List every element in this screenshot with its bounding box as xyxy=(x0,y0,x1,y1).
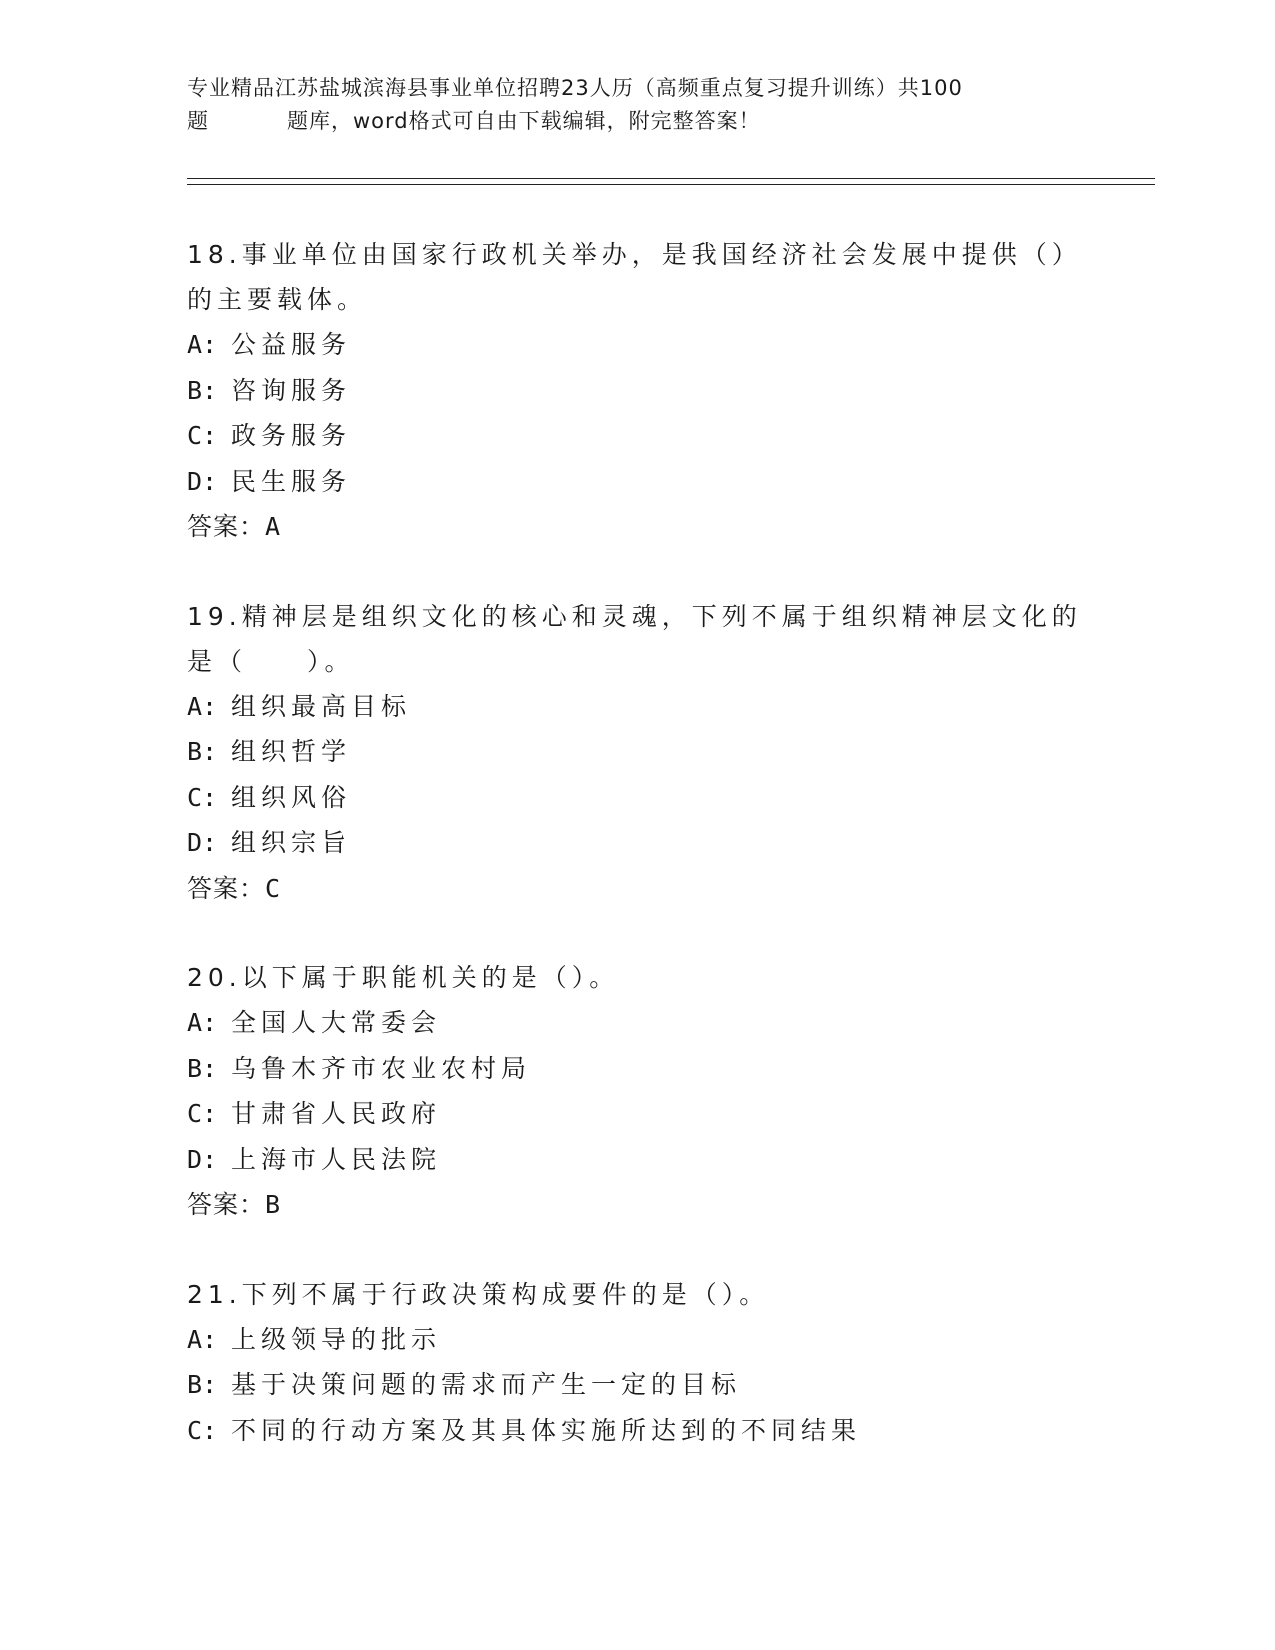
header-divider-top xyxy=(187,178,1155,179)
header-title-line2 xyxy=(187,105,1067,138)
answer-label: 答案： xyxy=(187,1190,266,1219)
question-item xyxy=(187,232,1087,550)
option-text: 乌鲁木齐市农业农村局 xyxy=(231,1053,532,1083)
option-letter: D: xyxy=(187,828,218,857)
answer-option xyxy=(187,1408,1087,1454)
question-list xyxy=(187,232,1087,1497)
question-item xyxy=(187,955,1087,1228)
option-letter: D: xyxy=(187,1144,218,1174)
answer-option xyxy=(187,459,1087,505)
answer-option xyxy=(187,684,1087,730)
answer-option xyxy=(187,820,1087,866)
answer-option xyxy=(187,1000,1087,1046)
answer-option xyxy=(187,1362,1087,1408)
answer-label: 答案： xyxy=(187,512,266,541)
question-stem: 18.事业单位由国家行政机关举办，是我国经济社会发展中提供（）的主要载体。 xyxy=(187,240,1082,314)
option-letter: C: xyxy=(187,421,218,450)
option-text: 上级领导的批示 xyxy=(231,1324,442,1354)
option-text: 组织风俗 xyxy=(231,782,352,812)
question-stem: 19.精神层是组织文化的核心和灵魂，下列不属于组织精神层文化的是（ ）。 xyxy=(187,601,1082,676)
option-letter: C: xyxy=(187,1099,218,1128)
answer-option xyxy=(187,1137,1087,1183)
header-title-line1: 专业精品江苏盐城滨海县事业单位招聘23人历（高频重点复习提升训练）共100 xyxy=(187,76,963,100)
option-letter: C: xyxy=(187,782,218,812)
option-text: 组织哲学 xyxy=(231,737,352,766)
answer-label: 答案： xyxy=(187,873,266,903)
answer-option xyxy=(187,1046,1087,1092)
question-item xyxy=(187,1272,1087,1454)
option-letter: B: xyxy=(187,1053,218,1083)
option-letter: A: xyxy=(187,330,218,359)
option-letter: C: xyxy=(187,1415,218,1445)
question-stem: 20.以下属于职能机关的是（）。 xyxy=(187,963,620,992)
answer-option xyxy=(187,1091,1087,1137)
option-text: 上海市人民法院 xyxy=(231,1144,442,1174)
option-text: 公益服务 xyxy=(231,330,352,359)
option-letter: B: xyxy=(187,375,218,405)
option-text: 甘肃省人民政府 xyxy=(231,1099,442,1128)
option-letter: A: xyxy=(187,1008,218,1037)
header-divider-bottom xyxy=(187,184,1155,185)
answer-option xyxy=(187,413,1087,459)
option-text: 组织宗旨 xyxy=(231,828,352,857)
answer-option xyxy=(187,729,1087,775)
option-text: 基于决策问题的需求而产生一定的目标 xyxy=(231,1370,742,1399)
option-letter: D: xyxy=(187,466,218,496)
answer-line xyxy=(187,504,1087,550)
answer-option xyxy=(187,368,1087,414)
answer-option xyxy=(187,1317,1087,1363)
header-title-line2-lead: 题 xyxy=(187,109,209,133)
answer-value: B xyxy=(265,1190,281,1219)
option-letter: B: xyxy=(187,1370,218,1399)
option-text: 不同的行动方案及其具体实施所达到的不同结果 xyxy=(231,1415,862,1445)
answer-option xyxy=(187,775,1087,821)
document-header xyxy=(187,72,1067,138)
option-text: 组织最高目标 xyxy=(231,691,412,721)
question-item xyxy=(187,594,1087,912)
option-letter: B: xyxy=(187,737,218,766)
answer-option xyxy=(187,322,1087,368)
answer-value: A xyxy=(265,512,281,541)
option-text: 民生服务 xyxy=(231,466,352,496)
answer-line xyxy=(187,866,1087,912)
option-text: 咨询服务 xyxy=(231,375,352,405)
option-letter: A: xyxy=(187,691,218,721)
answer-line xyxy=(187,1182,1087,1228)
header-title-line2-rest: 题库，word格式可自由下载编辑，附完整答案！ xyxy=(287,109,761,133)
option-letter: A: xyxy=(187,1324,218,1354)
option-text: 全国人大常委会 xyxy=(231,1008,442,1037)
answer-value: C xyxy=(265,873,281,903)
question-stem: 21.下列不属于行政决策构成要件的是（）。 xyxy=(187,1279,770,1309)
option-text: 政务服务 xyxy=(231,421,352,450)
